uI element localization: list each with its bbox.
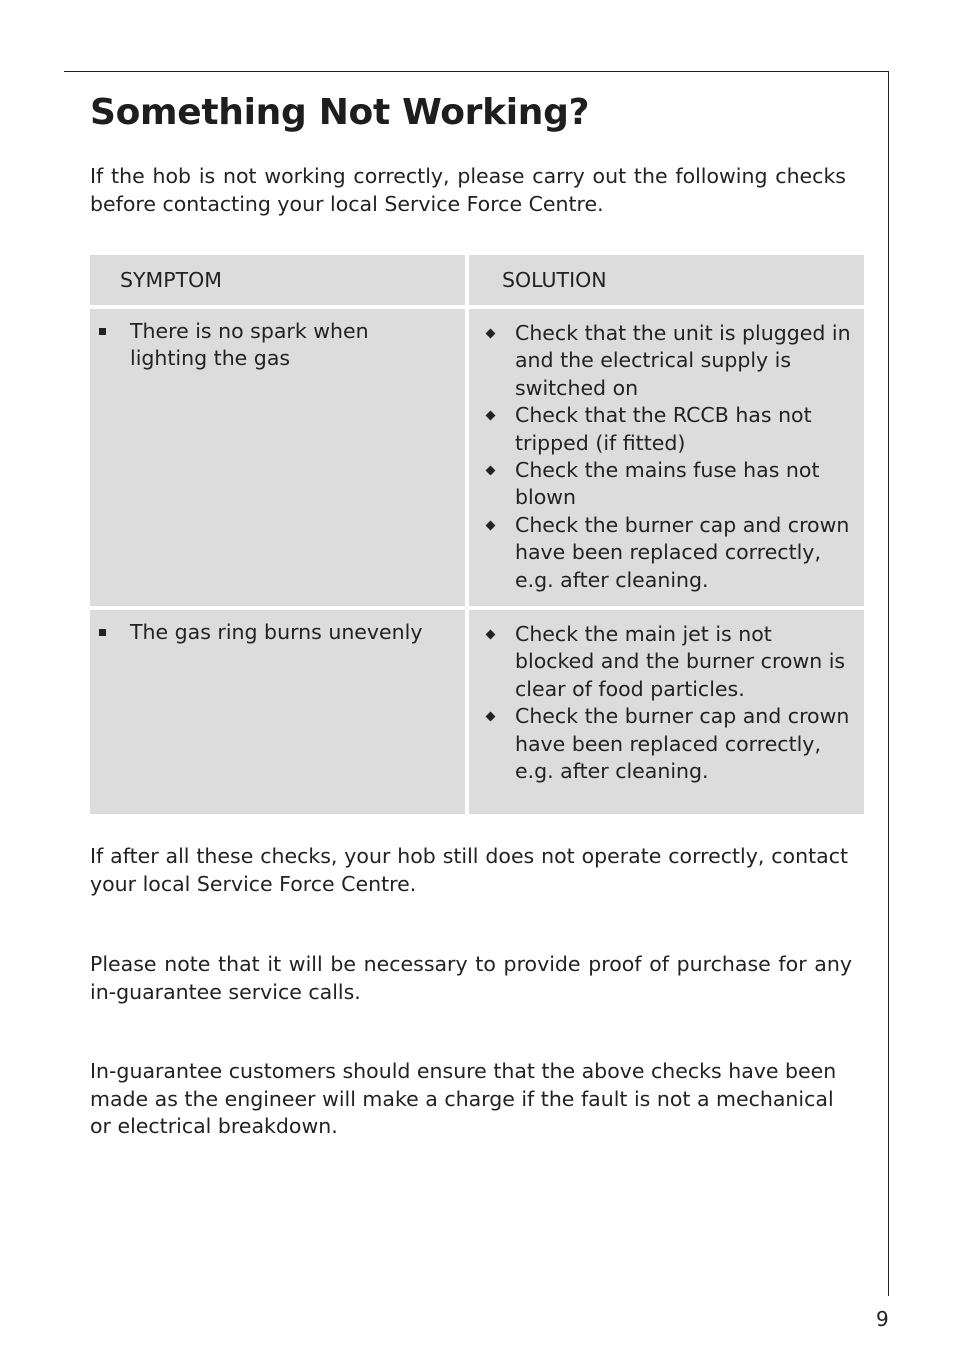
solution-item — [515, 320, 856, 402]
diamond-bullet-icon — [486, 411, 496, 421]
solution-cell-1 — [469, 309, 864, 606]
solution-text: Check that the RCCB has not tripped (if fitted) — [515, 403, 812, 455]
solution-text: Check the burner cap and crown have been replaced correctly, e.g. after cleaning. — [515, 512, 850, 592]
diamond-bullet-icon — [486, 329, 496, 339]
symptom-text: The gas ring burns unevenly — [130, 620, 423, 644]
solution-text: Check the mains fuse has not blown — [515, 458, 820, 510]
solution-text: Check that the unit is plugged in and the electrical supply is switched on — [515, 321, 851, 400]
solution-item — [515, 512, 856, 594]
proof-of-purchase-paragraph: Please note that it will be necessary to provide proof of purchase for any in-guarantee service calls. — [90, 952, 852, 1004]
symptom-item — [130, 318, 445, 373]
solution-item — [515, 703, 856, 785]
after-checks-paragraph: If after all these checks, your hob still does not operate correctly, contact your local Service Force Centre. — [90, 844, 848, 896]
solution-list — [469, 610, 864, 785]
top-rule — [64, 71, 889, 72]
square-bullet-icon — [99, 328, 106, 335]
diamond-bullet-icon — [486, 520, 496, 530]
symptom-text: There is no spark when lighting the gas — [130, 319, 369, 371]
diamond-bullet-icon — [486, 712, 496, 722]
symptom-cell-1 — [90, 309, 465, 606]
solution-text: Check the main jet is not blocked and the burner crown is clear of food particles. — [515, 622, 846, 701]
square-bullet-icon — [99, 629, 106, 636]
solution-item — [515, 457, 856, 512]
solution-item — [515, 621, 856, 703]
symptom-cell-2 — [90, 610, 465, 814]
troubleshooting-table — [90, 255, 864, 814]
solution-item — [515, 402, 856, 457]
symptom-list — [90, 309, 465, 373]
solution-header: SOLUTION — [469, 255, 864, 305]
symptom-item — [130, 619, 445, 646]
page-title: Something Not Working? — [90, 92, 590, 133]
intro-paragraph: If the hob is not working correctly, please carry out the following checks before contacting your local Service Force Centre. — [90, 164, 846, 216]
page-number: 9 — [876, 1307, 889, 1331]
symptom-list — [90, 610, 465, 646]
diamond-bullet-icon — [486, 466, 496, 476]
solution-text: Check the burner cap and crown have been replaced correctly, e.g. after cleaning. — [515, 704, 850, 784]
right-rule — [888, 71, 889, 1296]
solution-list — [469, 309, 864, 594]
symptom-header: SYMPTOM — [90, 255, 465, 305]
guarantee-paragraph: In-guarantee customers should ensure that the above checks have been made as the engineer will make a charge if the fault is not a mechanical or electrical breakdown. — [90, 1059, 837, 1138]
solution-cell-2 — [469, 610, 864, 814]
diamond-bullet-icon — [486, 630, 496, 640]
